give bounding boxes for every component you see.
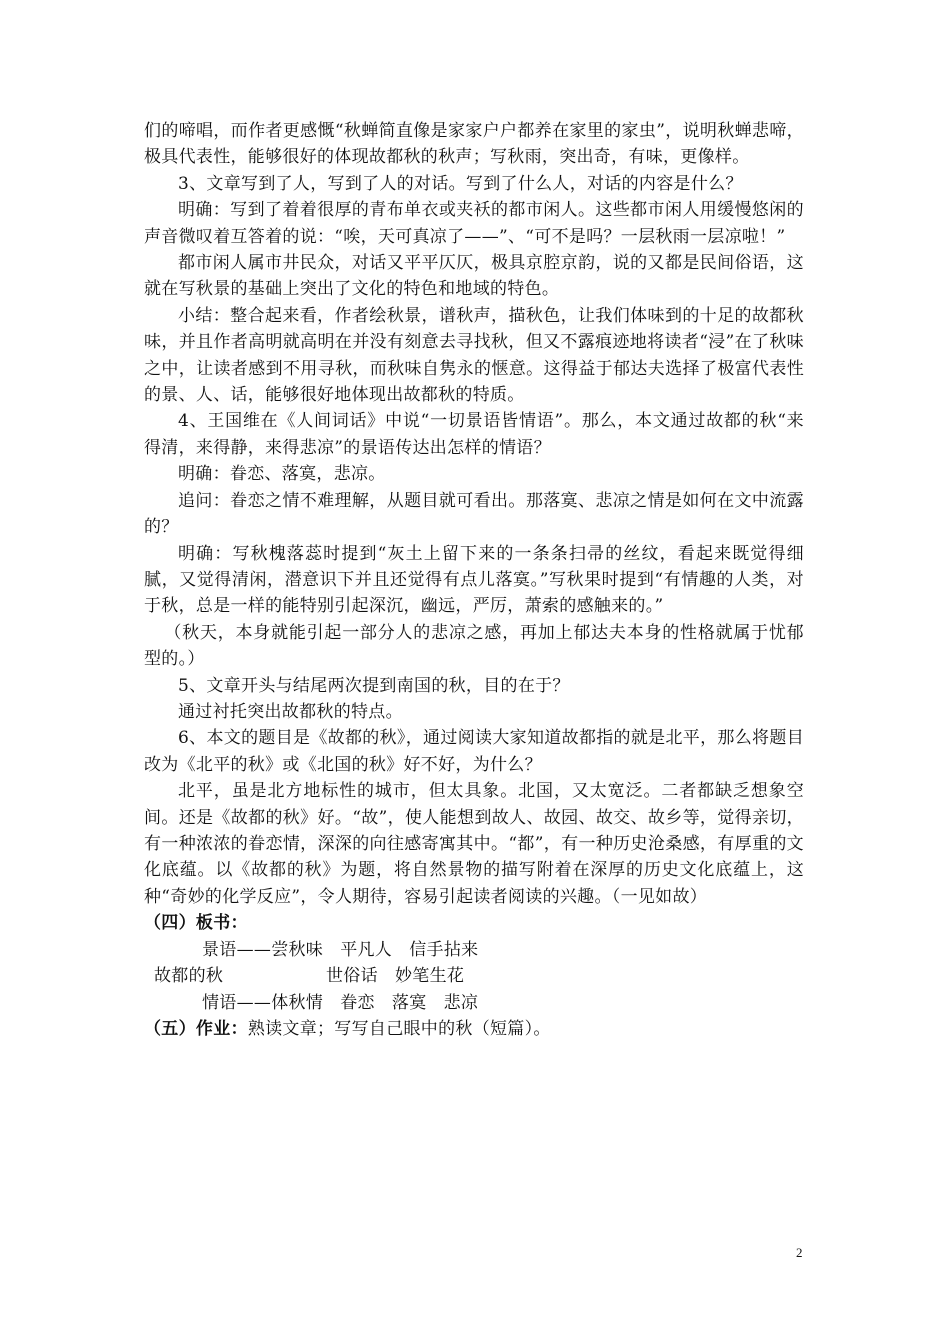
page-number: 2 bbox=[796, 1245, 803, 1260]
paragraph: 小结：整合起来看，作者绘秋景，谱秋声，描秋色，让我们体味到的十足的故都秋味，并且作者高明就高明在并没有刻意去寻找秋，但又不露痕迹地将读者“浸”在了秋味之中，让读者感到不用寻秋，而秋味自隽永的惬意。这得益于郁达夫选择了极富代表性的景、人、话，能够很好地体现出故都秋的特质。 bbox=[144, 305, 804, 406]
paragraph: 4、王国维在《人间词话》中说“一切景语皆情语”。那么，本文通过故都的秋“来得清，来得静，来得悲凉”的景语传达出怎样的情语？ bbox=[144, 411, 804, 458]
body-text bbox=[144, 118, 804, 1042]
board-title: 故都的秋 bbox=[154, 965, 224, 986]
paragraph: （秋天，本身就能引起一部分人的悲凉之感，再加上郁达夫本身的性格就属于忧郁型的。） bbox=[144, 622, 804, 670]
paragraph: 明确：眷恋、落寞，悲凉。 bbox=[178, 464, 386, 485]
blackboard-outline bbox=[144, 937, 804, 1016]
paragraph: 北平，虽是北方地标性的城市，但太具象。北国，又太宽泛。二者都缺乏想象空间。还是《故都的秋》好。“故”，使人能想到故人、故园、故交、故乡等，觉得亲切，有一种浓浓的眷恋情，深深的向往感寄寓其中。“都”，有一种历史沧桑感，有厚重的文化底蕴。以《故都的秋》为题，将自然景物的描写附着在深厚的历史文化底蕴上，这种“奇妙的化学反应”，令人期待，容易引起读者阅读的兴趣。（一见如故） bbox=[144, 781, 804, 907]
paragraph: 明确：写秋槐落蕊时提到“灰土上留下来的一条条扫帚的丝纹，看起来既觉得细腻，又觉得清闲，潜意识下并且还觉得有点儿落寞。”写秋果时提到“有情趣的人类，对于秋，总是一样的能特别引起深沉，幽远，严厉，萧索的感触来的。” bbox=[144, 543, 804, 617]
paragraph: 们的啼唱，而作者更感慨“秋蝉简直像是家家户户都养在家里的家虫”，说明秋蝉悲啼，极具代表性，能够很好的体现故都秋的秋声；写秋雨，突出奇，有味，更像样。 bbox=[144, 121, 804, 168]
board-line-dialogue: 世俗话 妙笔生花 bbox=[326, 965, 465, 986]
paragraph: 通过衬托突出故都秋的特点。 bbox=[178, 701, 403, 722]
paragraph: 都市闲人属市井民众，对话又平平仄仄，极具京腔京韵，说的又都是民间俗语，这就在写秋景的基础上突出了文化的特色和地域的特色。 bbox=[144, 253, 804, 300]
paragraph: 追问：眷恋之情不难理解，从题目就可看出。那落寞、悲凉之情是如何在文中流露的？ bbox=[144, 490, 804, 538]
homework-text: 熟读文章；写写自己眼中的秋（短篇）。 bbox=[247, 1018, 551, 1039]
board-line-scenery: 景语——尝秋味 平凡人 信手拈来 bbox=[202, 939, 479, 960]
paragraph: 6、本文的题目是《故都的秋》，通过阅读大家知道故都指的就是北平，那么将题目改为《北平的秋》或《北国的秋》好不好，为什么？ bbox=[144, 728, 804, 775]
board-line-emotion: 情语——体秋情 眷恋 落寞 悲凉 bbox=[202, 992, 479, 1013]
paragraph: 明确：写到了着着很厚的青布单衣或夹袄的都市闲人。这些都市闲人用缓慢悠闲的声音微叹着互答着的说：“唉，天可真凉了——”、“可不是吗？一层秋雨一层凉啦！” bbox=[144, 200, 804, 247]
board-heading: （四）板书： bbox=[144, 913, 248, 934]
homework-heading: （五）作业： bbox=[144, 1018, 248, 1039]
paragraph: 5、文章开头与结尾两次提到南国的秋，目的在于？ bbox=[178, 675, 570, 696]
paragraph: 3、文章写到了人，写到了人的对话。写到了什么人，对话的内容是什么？ bbox=[178, 173, 743, 194]
homework bbox=[144, 1016, 804, 1042]
